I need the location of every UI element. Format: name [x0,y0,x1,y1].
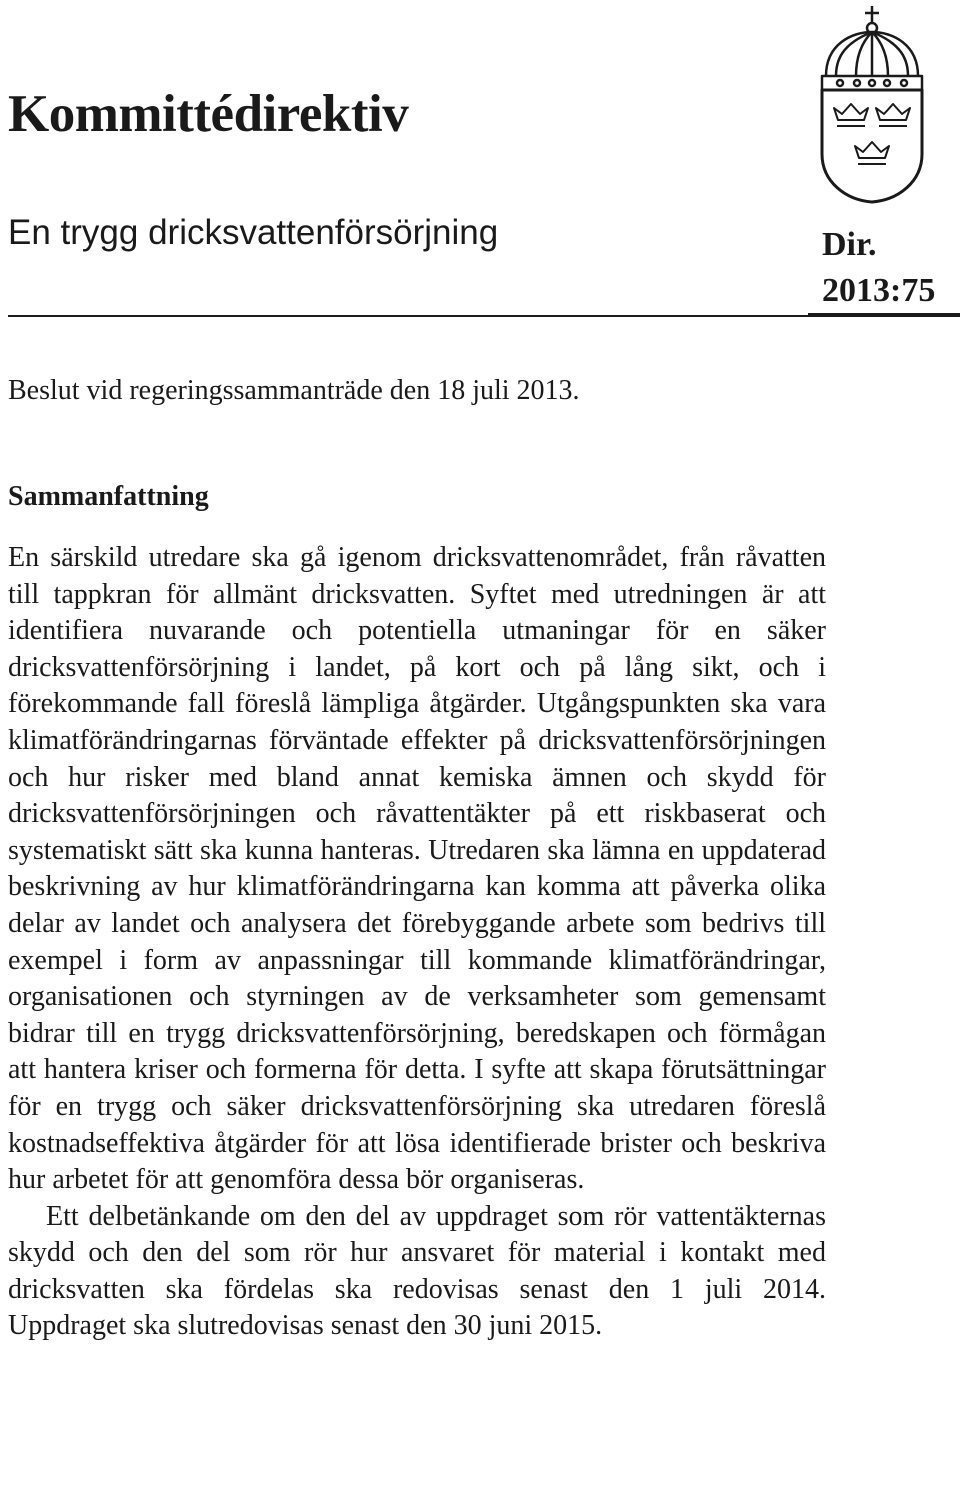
decision-line: Beslut vid regeringssammanträde den 18 juli 2013. [8,375,580,406]
document-subtitle: En trygg dricksvattenförsörjning [8,213,499,252]
directive-number: 2013:75 [822,272,936,309]
header-divider-accent [808,313,960,317]
paragraph: Ett delbetänkande om den del av uppdraget som rör vattentäkternas skydd och den del som rör hur ansvaret för material i kontakt med dricksvatten ska fördelas ska redovisas senast den 1 juli 2014. Uppdraget ska slutredovisas senast den 30 juni 2015. [8,1200,826,1342]
section-heading: Sammanfattning [8,481,209,512]
paragraph: En särskild utredare ska gå igenom dricksvattenområdet, från råvatten till tappkran för allmänt dricksvatten. Syftet med utredningen är att identifiera nuvarande och potentiella utmaningar för en säker dricksvattenförsörjning i landet, på kort och på lång sikt, och i förekommande fall föreslå lämpliga åtgärder. Utgångspunkten ska vara klimatförändringarnas förväntade effekter på dricksvattenförsörjningen och hur risker med bland annat kemiska ämnen och skydd för dricksvattenförsörjningen och råvattentäkter på ett riskbaserat och systematiskt sätt ska kunna hanteras. Utredaren ska lämna en uppdaterad beskrivning av hur klimatförändringarna kan komma att påverka olika delar av landet och analysera det förebyggande arbete som bedrivs till exempel i form av anpassningar till kommande klimatförändringar, organisationen och styrningen av de verksamheter som gemensamt bidrar till en trygg dricksvattenförsörjning, beredskapen och förmågan att hantera kriser och formerna för detta. I syfte att skapa förutsättningar för en trygg och säker dricksvattenförsörjning ska utredaren föreslå kostnadseffektiva åtgärder för att lösa identifierade brister och beskriva hur arbetet för att genomföra dessa bör organiseras. [8,542,826,1196]
document-title: Kommittédirektiv [8,85,409,143]
summary-body [8,540,826,1345]
directive-label: Dir. [822,226,877,263]
header-divider [8,315,808,317]
coat-of-arms-icon [812,4,932,204]
